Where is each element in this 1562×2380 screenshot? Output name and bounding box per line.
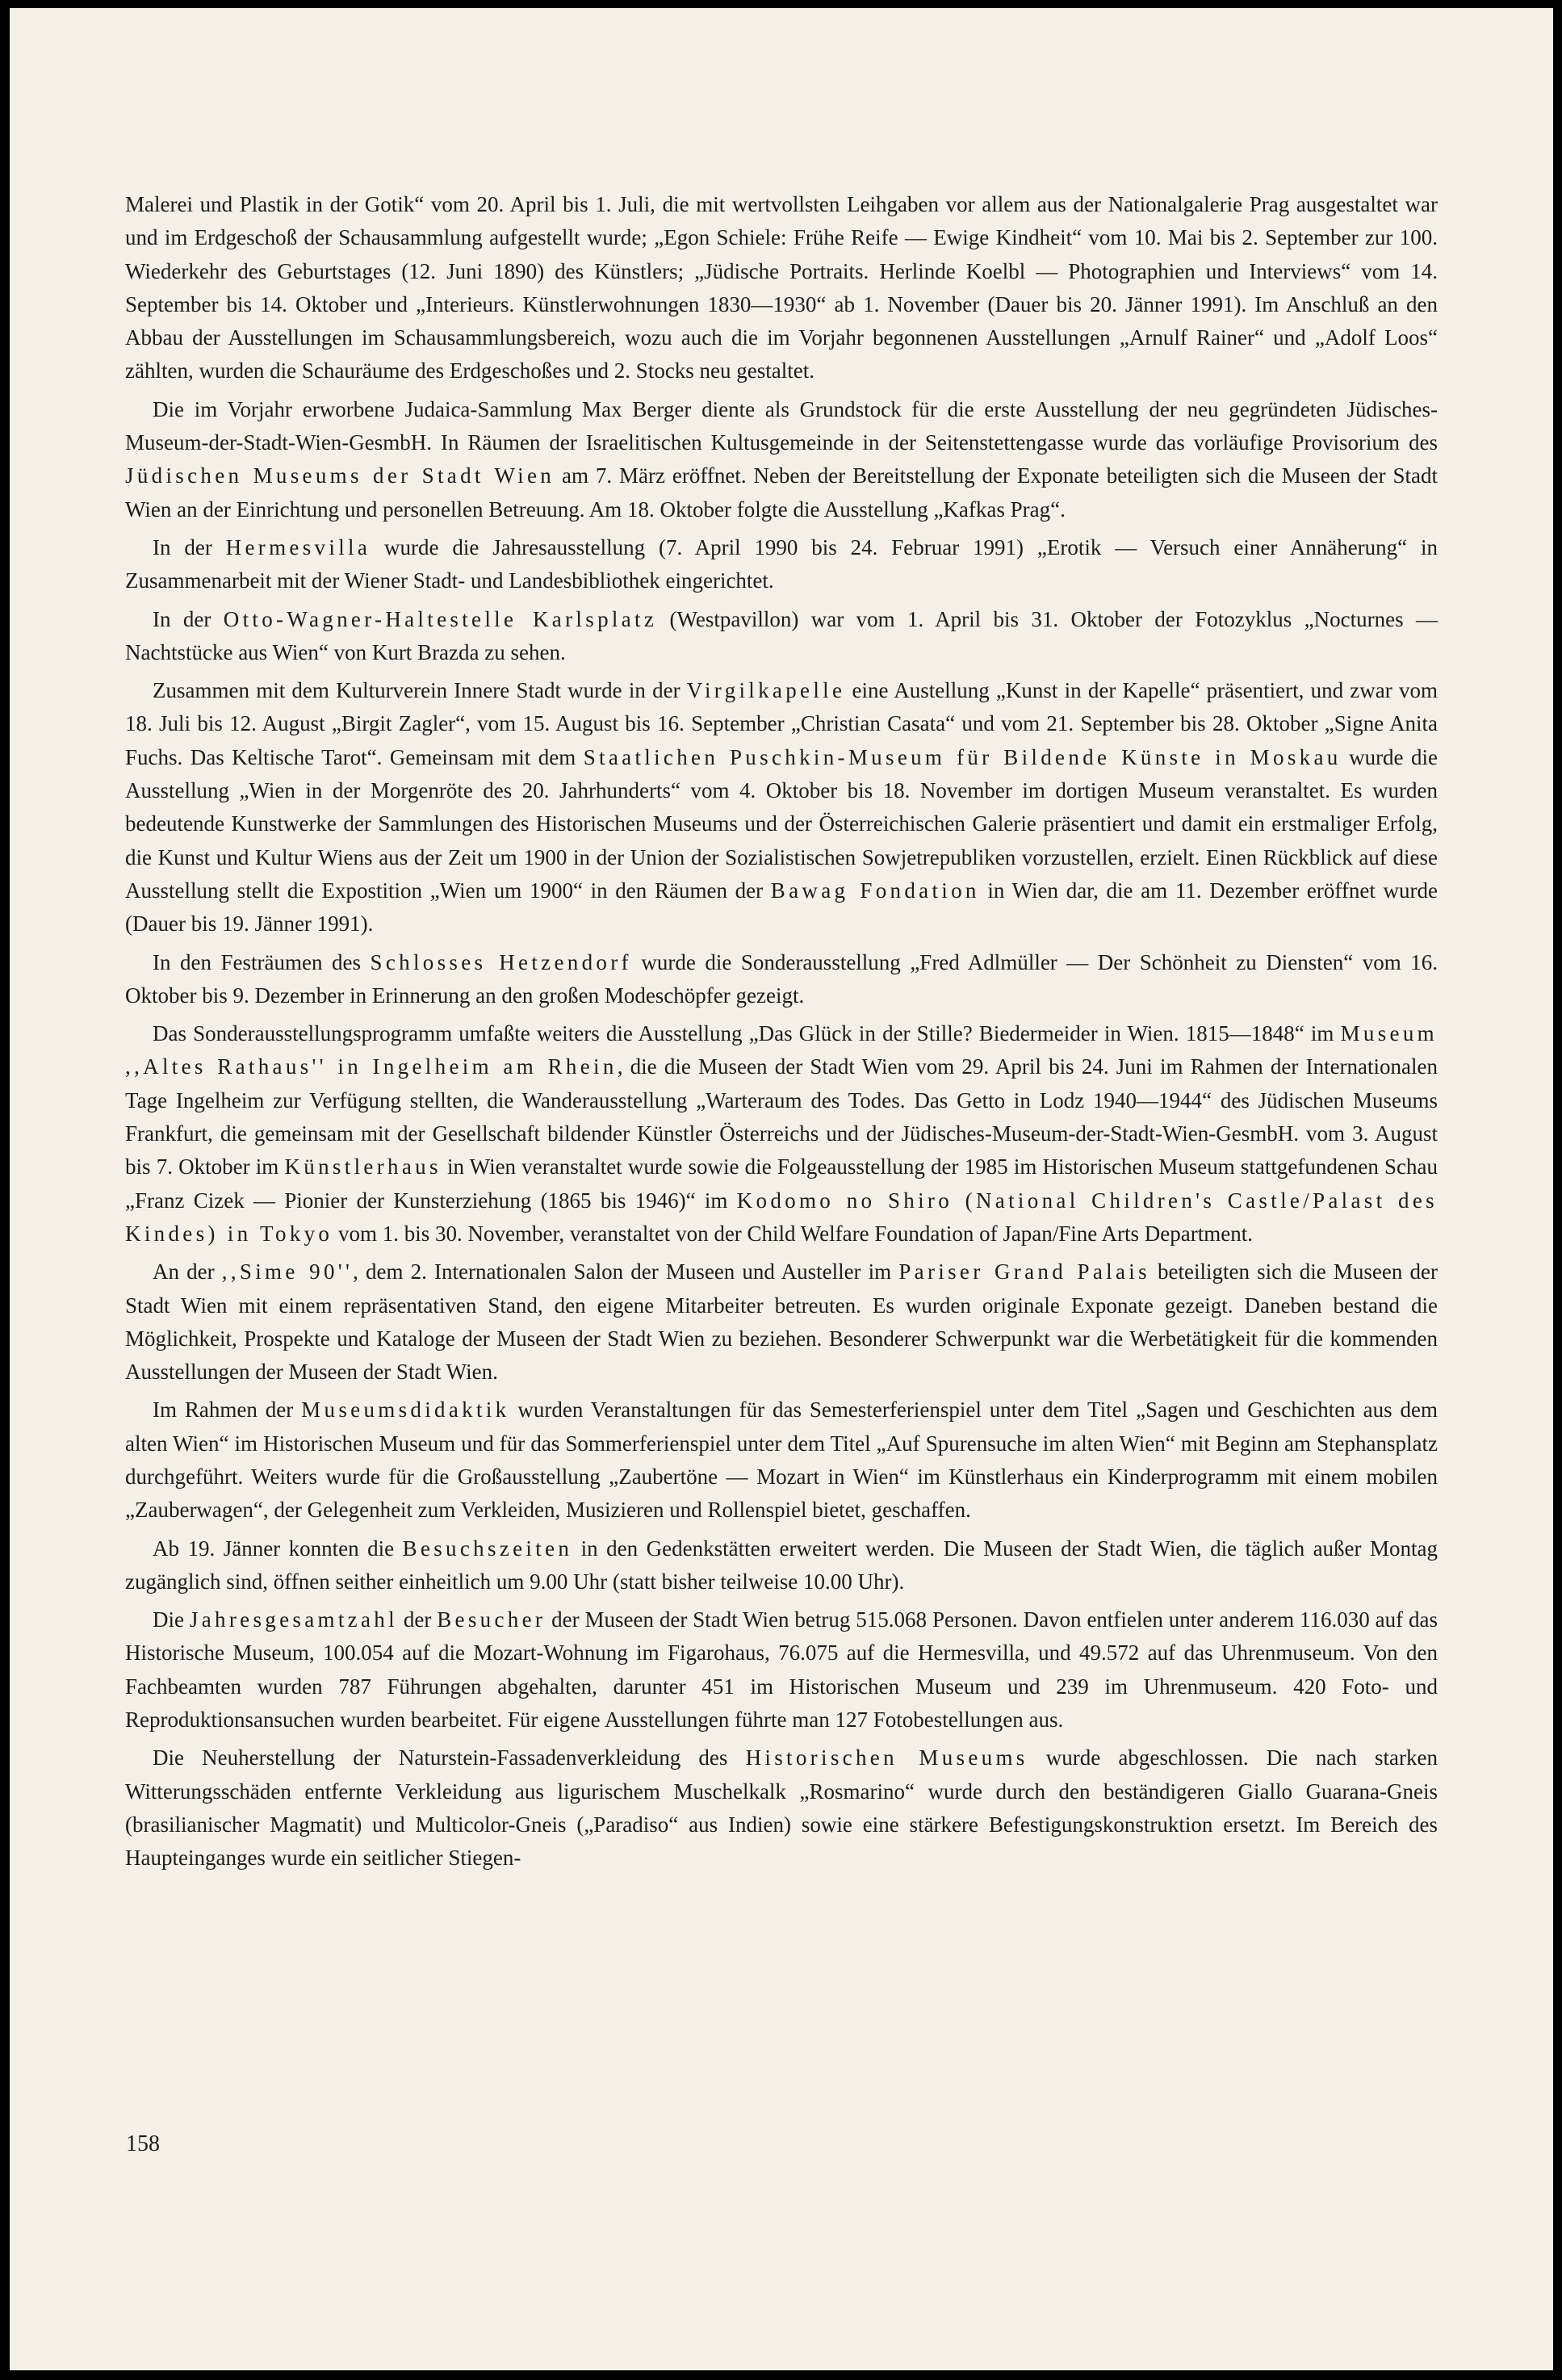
paragraph-text: der Museen der Stadt Wien betrug 515.068 Personen. Davon entfielen unter anderem 116.030 auf das Historische Museum, 100.054 auf die Mozart-Wohnung im Figarohaus, 76.075 auf die Hermesvilla, und 49.572 auf das Uhrenmuseum. Von den Fachbeamten wurden 787 Führungen abgehalten, darunter 451 im Historischen Museum und 239 im Uhrenmuseum. 420 Foto- und Reproduktionsansuchen wurden bearbeitet. Für eigene Ausstellungen führte man 127 Fotobestellungen aus. [125, 1607, 1438, 1733]
paragraph [125, 188, 1438, 388]
paragraph-text: , dem 2. Internationalen Salon der Museen und Austeller im [353, 1259, 899, 1284]
spaced-emphasis: Pariser Grand Palais [898, 1259, 1150, 1284]
paragraph [125, 674, 1438, 941]
paragraph-text: Die [153, 1607, 190, 1632]
spaced-emphasis: Künstlerhaus [284, 1154, 442, 1180]
spaced-emphasis: ,,Sime 90'' [221, 1259, 354, 1284]
spaced-emphasis: Otto-Wagner-Haltestelle Karlsplatz [223, 606, 658, 631]
paragraph-text: wurde die Ausstellung „Wien in der Morgenröte des 20. Jahrhunderts“ vom 4. Oktober bis 18. November im dortigen Museum veranstaltet. Es wurden bedeutende Kunstwerke der Sammlungen des Historischen Museums und der Österreichischen Galerie präsentiert und damit ein erstmaliger Erfolg, die Kunst und Kultur Wiens aus der Zeit um 1900 in der Union der Sozialistischen Sowjetrepubliken vorzustellen, erzielt. Einen Rückblick auf diese Ausstellung stellt die Expostition „Wien um 1900“ in den Räumen der [125, 744, 1438, 903]
paragraph-text: In den Festräumen des [153, 949, 371, 974]
spaced-emphasis: Besucher [437, 1607, 546, 1632]
paragraph-text: beteiligten sich die Museen der Stadt Wien mit einem repräsentativen Stand, den eigene Mitarbeiter betreuten. Es wurden originale Exponate gezeigt. Daneben bestand die Möglichkeit, Prospekte und Kataloge der Museen der Stadt Wien zu beziehen. Besonderer Schwerpunkt war die Werbetätigkeit für die kommenden Ausstellungen der Museen der Stadt Wien. [125, 1259, 1438, 1385]
paragraph [125, 1603, 1438, 1737]
spaced-emphasis: Bawag Fondation [770, 878, 980, 903]
paragraph [125, 1017, 1438, 1251]
spaced-emphasis: Kodomo no Shiro (National Children's Castle/Palast des Kindes) in Tokyo [125, 1188, 1438, 1246]
spaced-emphasis: Virgilkapelle [686, 678, 846, 703]
paragraph-text: in Wien veranstaltet wurde sowie die Folgeausstellung der 1985 im Historischen Museum stattgefundenen Schau „Franz Cizek — Pionier der Kunsterziehung (1865 bis 1946)“ im [125, 1154, 1438, 1213]
spaced-emphasis: Besuchszeiten [402, 1536, 573, 1561]
page-number: 158 [126, 2131, 160, 2156]
spaced-emphasis: Schlosses Hetzendorf [370, 949, 632, 974]
paragraph [125, 1393, 1438, 1527]
spaced-emphasis: Museumsdidaktik [301, 1397, 510, 1423]
spaced-emphasis: Jüdischen Museums der Stadt Wien [125, 463, 555, 488]
paragraph-text: wurden Veranstaltungen für das Semesterferienspiel unter dem Titel „Sagen und Geschichten aus dem alten Wien“ im Historischen Museum und für das Sommerferienspiel unter dem Titel „Auf Spurensuche im alten Wien“ mit Beginn am Stephansplatz durchgeführt. Weiters wurde für die Großausstellung „Zaubertöne — Mozart in Wien“ im Künstlerhaus ein Kinderprogramm mit einem mobilen „Zauberwagen“, der Gelegenheit zum Verkleiden, Musizieren und Rollenspiel bietet, geschaffen. [125, 1397, 1438, 1523]
paragraph [125, 946, 1438, 1013]
paragraph-text: in den Gedenkstätten erweitert werden. Die Museen der Stadt Wien, die täglich außer Montag zugänglich sind, öffnen seither einheitlich um 9.00 Uhr (statt bisher teilweise 10.00 Uhr). [125, 1536, 1438, 1594]
paragraph-text: Die im Vorjahr erworbene Judaica-Sammlung Max Berger diente als Grundstock für die erste Ausstellung der neu gegründeten Jüdisches-Museum-der-Stadt-Wien-GesmbH. In Räumen der Israelitischen Kultusgemeinde in der Seitenstettengasse wurde das vorläufige Provisorium des [125, 396, 1438, 455]
spaced-emphasis: Historischen Museums [745, 1745, 1028, 1770]
paragraph-text: Malerei und Plastik in der Gotik“ vom 20. April bis 1. Juli, die mit wertvollsten Leihgaben vor allem aus der Nationalgalerie Prag ausgestaltet war und im Erdgeschoß der Schausammlung aufgestellt wurde; „Egon Schiele: Frühe Reife — Ewige Kindheit“ vom 10. Mai bis 2. September zur 100. Wiederkehr des Geburtstages (12. Juni 1890) des Künstlers; „Jüdische Portraits. Herlinde Koelbl — Photographien und Interviews“ vom 14. September bis 14. Oktober und „Interieurs. Künstlerwohnungen 1830—1930“ ab 1. November (Dauer bis 20. Jänner 1991). Im Anschluß an den Abbau der Ausstellungen im Schausammlungsbereich, wozu auch die im Vorjahr begonnenen Ausstellungen „Arnulf Rainer“ und „Adolf Loos“ zählten, wurden die Schauräume des Erdgeschoßes und 2. Stocks neu gestaltet. [125, 192, 1438, 383]
paragraph-text: Das Sonderausstellungsprogramm umfaßte weiters die Ausstellung „Das Glück in der Stille? Biedermeider in Wien. 1815—1848“ im [153, 1021, 1341, 1046]
paragraph-text: wurde die Jahresausstellung (7. April 1990 bis 24. Februar 1991) „Erotik — Versuch einer Annäherung“ in Zusammenarbeit mit der Wiener Stadt- und Landesbibliothek eingerichtet. [125, 534, 1438, 593]
paragraph-text: Die Neuherstellung der Naturstein-Fassadenverkleidung des [153, 1745, 746, 1770]
spaced-emphasis: Hermesvilla [225, 534, 371, 559]
paragraph [125, 531, 1438, 598]
paragraph [125, 393, 1438, 526]
paragraph-text: eine Austellung „Kunst in der Kapelle“ präsentiert, und zwar vom 18. Juli bis 12. August „Birgit Zagler“, vom 15. August bis 16. September „Christian Casata“ und vom 21. September bis 28. Oktober „Signe Anita Fuchs. Das Keltische Tarot“. Gemeinsam mit dem [125, 678, 1438, 769]
spaced-emphasis: Staatlichen Puschkin-Museum für Bildende Künste in Moskau [583, 744, 1342, 769]
paragraph-text: wurde abgeschlossen. Die nach starken Witterungsschäden entfernte Verkleidung aus ligurischem Muschelkalk „Rosmarino“ wurde durch den beständigeren Giallo Guarana-Gneis (brasilianischer Magmatit) und Multicolor-Gneis („Paradiso“ aus Indien) sowie eine stärkere Befestigungskonstruktion ersetzt. Im Bereich des Haupteinganges wurde ein seitlicher Stiegen- [125, 1745, 1438, 1871]
paragraph-text: (Westpavillon) war vom 1. April bis 31. Oktober der Fotozyklus „Nocturnes — Nachtstücke aus Wien“ von Kurt Brazda zu sehen. [125, 606, 1438, 664]
paragraph-text: An der [153, 1259, 222, 1284]
paragraph-text: , die die Museen der Stadt Wien vom 29. April bis 24. Juni im Rahmen der Internationalen Tage Ingelheim zur Verfügung stellten, die Wanderausstellung „Warteraum des Todes. Das Getto in Lodz 1940—1944“ des Jüdischen Museums Frankfurt, die gemeinsam mit der Gesellschaft bildender Künstler Österreichs und der Jüdisches-Museum-der-Stadt-Wien-GesmbH. vom 3. August bis 7. Oktober im [125, 1054, 1438, 1180]
paragraph [125, 1255, 1438, 1389]
paragraph [125, 1532, 1438, 1599]
paragraph-text: in Wien dar, die am 11. Dezember eröffnet wurde (Dauer bis 19. Jänner 1991). [125, 878, 1438, 936]
paragraph-text: wurde die Sonderausstellung „Fred Adlmüller — Der Schönheit zu Diensten“ vom 16. Oktober bis 9. Dezember in Erinnerung an den großen Modeschöpfer gezeigt. [125, 949, 1438, 1008]
paragraph-text: In der [153, 534, 226, 559]
paragraph-text: der [397, 1607, 438, 1632]
paragraph-text: Ab 19. Jänner konnten die [153, 1536, 403, 1561]
paragraph-text: Zusammen mit dem Kulturverein Innere Stadt wurde in der [153, 678, 687, 703]
paragraph-text: am 7. März eröffnet. Neben der Bereitstellung der Exponate beteiligten sich die Museen der Stadt Wien an der Einrichtung und personellen Betreuung. Am 18. Oktober folgte die Ausstellung „Kafkas Prag“. [125, 463, 1438, 522]
paragraph-text: In der [153, 606, 224, 631]
body-text [125, 188, 1438, 1880]
paragraph-text: vom 1. bis 30. November, veranstaltet von der Child Welfare Foundation of Japan/Fine Arts Department. [333, 1221, 1253, 1246]
spaced-emphasis: Jahresgesamtzahl [189, 1607, 398, 1632]
paragraph [125, 603, 1438, 670]
paragraph-text: Im Rahmen der [153, 1397, 302, 1423]
spaced-emphasis: Museum ,,Altes Rathaus'' in Ingelheim am Rhein [125, 1021, 1438, 1079]
paragraph [125, 1741, 1438, 1875]
